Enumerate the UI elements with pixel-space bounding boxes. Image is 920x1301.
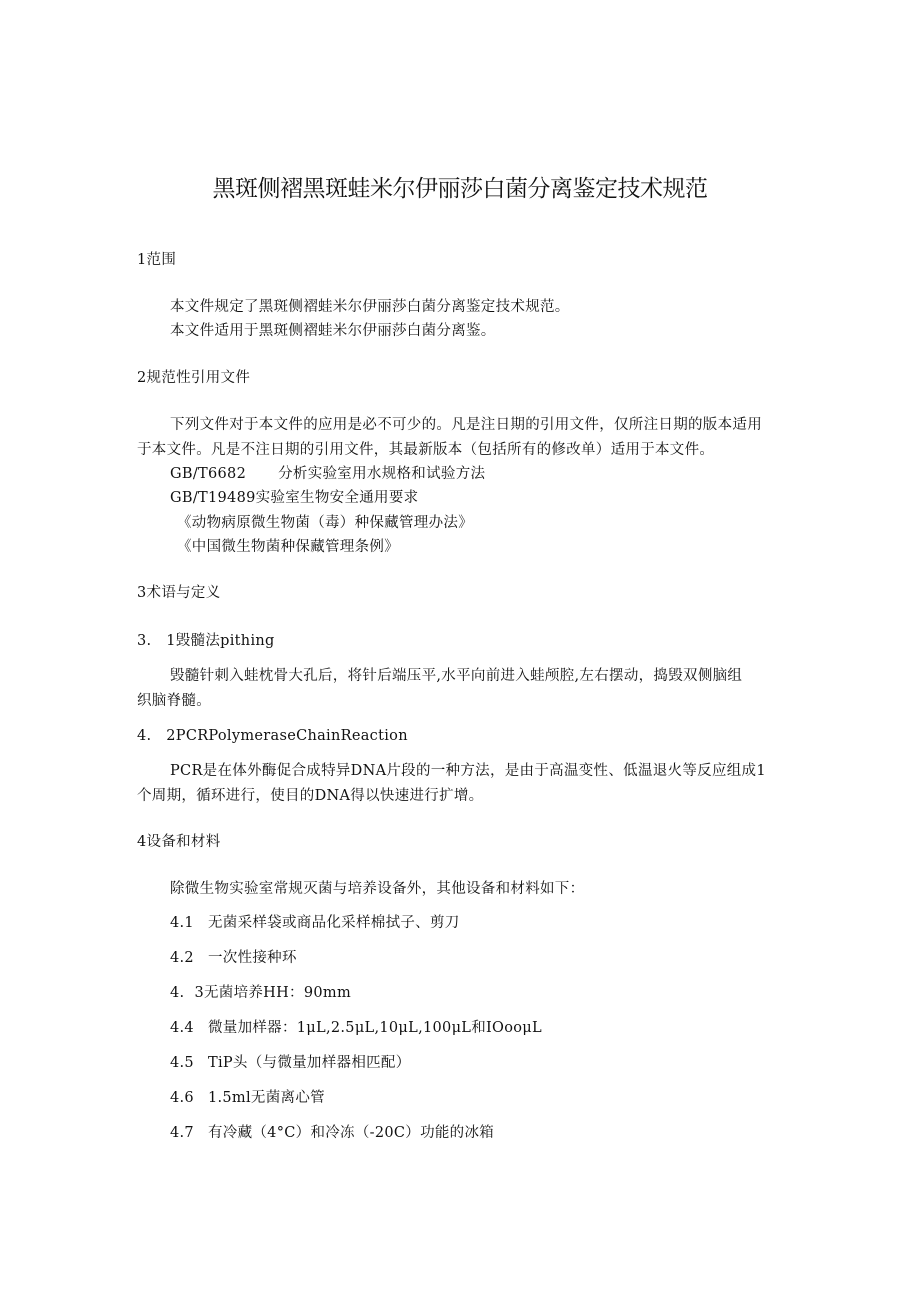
document-title: 黑斑侧褶黑斑蛙米尔伊丽莎白菌分离鉴定技术规范 (212, 176, 708, 202)
item-text: 微量加样器：1μL,2.5μL,10μL,100μL和IOooμL (207, 1020, 542, 1036)
item-number: 4.7 (170, 1125, 194, 1141)
section-2-paragraph-line-2: 于本文件。凡是不注日期的引用文件，其最新版本（包括所有的修改单）适用于本文件。 (137, 442, 715, 458)
section-4-intro: 除微生物实验室常规灭菌与培养设备外，其他设备和材料如下： (170, 881, 585, 897)
item-number: 4.5 (170, 1055, 194, 1071)
section-1-heading: 1范围 (137, 252, 177, 268)
item-number: 4.2 (170, 950, 194, 966)
term-3-2-definition-line-2: 个周期，循环进行，使目的DNA得以快速进行扩增。 (137, 788, 484, 804)
equipment-item (170, 1053, 411, 1073)
section-4-heading: 4设备和材料 (137, 834, 221, 850)
item-text: 有冷藏（4°C）和冷冻（-20C）功能的冰箱 (207, 1125, 495, 1141)
term-3-1-definition-line-1: 毁髓针刺入蛙枕骨大孔后，将针后端压平,水平向前进入蛙颅腔,左右摆动，捣毁双侧脑组 (170, 668, 743, 684)
reference-gb-t6682 (170, 464, 485, 484)
item-number: 4. (170, 985, 185, 1001)
item-number: 4.4 (170, 1020, 194, 1036)
item-number: 4.6 (170, 1090, 194, 1106)
item-text: 无菌采样袋或商品化采样棉拭子、剪刀 (207, 915, 460, 931)
equipment-item (170, 1088, 325, 1108)
item-text: 3无菌培养HH：90mm (194, 985, 352, 1001)
section-3-heading: 3术语与定义 (137, 585, 221, 601)
reference-microbial-strain-regulation: 《中国微生物菌种保藏管理条例》 (177, 539, 399, 555)
item-text: 一次性接种环 (207, 950, 297, 966)
reference-title: 分析实验室用水规格和试验方法 (278, 466, 486, 482)
reference-code: GB/T6682 (170, 466, 247, 482)
equipment-item (170, 913, 460, 933)
item-text: TiP头（与微量加样器相匹配） (207, 1055, 411, 1071)
equipment-item (170, 948, 297, 968)
term-3-1-definition-line-2: 织脑脊髓。 (137, 693, 211, 709)
item-number: 4.1 (170, 915, 194, 931)
reference-gb-t19489: GB/T19489实验室生物安全通用要求 (170, 490, 419, 506)
section-2-paragraph-line-1: 下列文件对于本文件的应用是必不可少的。凡是注日期的引用文件，仅所注日期的版本适用 (170, 417, 762, 433)
section-1-paragraph-1: 本文件规定了黑斑侧褶蛙米尔伊丽莎白菌分离鉴定技术规范。 (170, 299, 570, 315)
item-text: 1.5ml无菌离心管 (207, 1090, 325, 1106)
term-3-2-definition-line-1: PCR是在体外酶促合成特异DNA片段的一种方法，是由于高温变性、低温退火等反应组成1 (170, 763, 766, 779)
section-2-heading: 2规范性引用文件 (137, 370, 251, 386)
equipment-item (170, 983, 351, 1003)
equipment-item (170, 1018, 542, 1038)
reference-animal-pathogen-regulation: 《动物病原微生物菌（毒）种保藏管理办法》 (177, 515, 473, 531)
term-3-2-heading: 4. 2PCRPolymeraseChainReaction (137, 728, 408, 744)
term-3-1-heading: 3. 1毁髓法pithing (137, 633, 275, 649)
section-1-paragraph-2: 本文件适用于黑斑侧褶蛙米尔伊丽莎白菌分离鉴。 (170, 323, 496, 339)
equipment-item (170, 1123, 494, 1143)
